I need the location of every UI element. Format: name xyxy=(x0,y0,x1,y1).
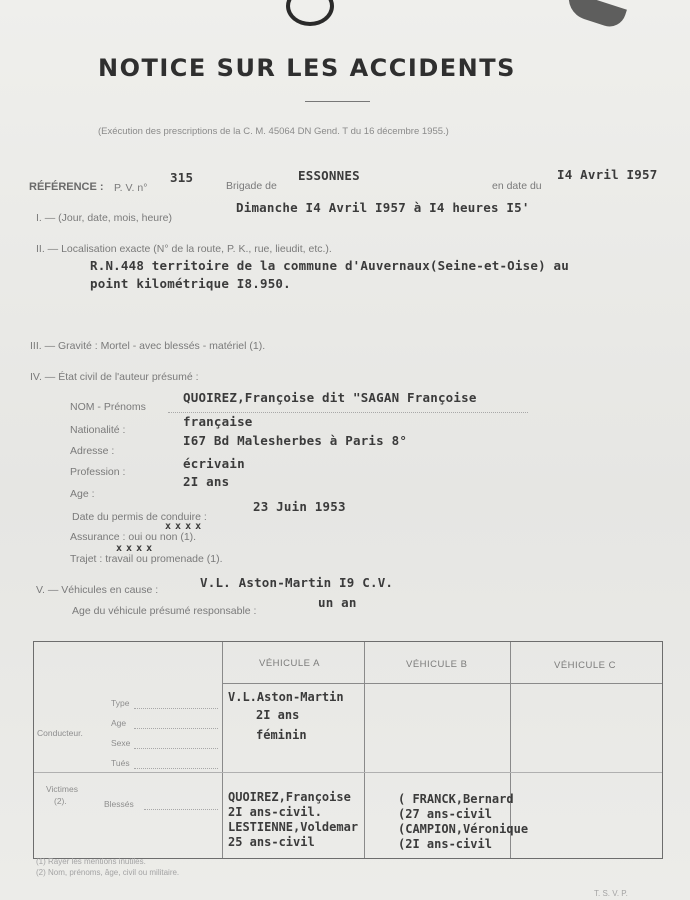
tues-line xyxy=(134,768,218,769)
vehicle-age-label: Age du véhicule présumé responsable : xyxy=(72,605,257,617)
section-2-label: II. — Localisation exacte (N° de la route, P. K., rue, lieudit, etc.). xyxy=(36,243,332,255)
blesses-b-line-2: (27 ans-civil xyxy=(398,807,492,821)
section-2-line-1: R.N.448 territoire de la commune d'Auvernaux(Seine-et-Oise) au xyxy=(90,258,569,273)
section-1-label: I. — (Jour, date, mois, heure) xyxy=(36,212,172,224)
title-underline xyxy=(305,101,370,102)
table-col-divider-1 xyxy=(222,642,223,858)
section-5-label: V. — Véhicules en cause : xyxy=(36,584,159,596)
type-line xyxy=(134,708,218,709)
table-header-divider xyxy=(222,683,662,684)
section-1-value: Dimanche I4 Avril I957 à I4 heures I5' xyxy=(236,200,530,215)
nom-value: QUOIREZ,Françoise dit "SAGAN Françoise xyxy=(183,390,477,405)
trajet-label: Trajet : travail ou promenade (1). xyxy=(70,553,223,565)
header-vehicle-c: VÉHICULE C xyxy=(554,660,617,671)
age-line xyxy=(134,728,218,729)
permis-value: 23 Juin 1953 xyxy=(253,499,346,514)
sexe-label: Sexe xyxy=(111,738,131,748)
date-value: I4 Avril I957 xyxy=(557,167,658,182)
footnote-2: (2) Nom, prénoms, âge, civil ou militaire. xyxy=(36,868,180,877)
nom-line xyxy=(168,412,528,413)
blesses-a-line-1: QUOIREZ,Françoise xyxy=(228,790,351,804)
tsvp-label: T. S. V. P. xyxy=(594,889,628,898)
profession-label: Profession : xyxy=(70,466,126,478)
section-4-label: IV. — État civil de l'auteur présumé : xyxy=(30,371,199,383)
blesses-a-line-2: 2I ans-civil. xyxy=(228,805,322,819)
age-value: 2I ans xyxy=(183,474,230,489)
header-vehicle-a: VÉHICULE A xyxy=(259,658,320,669)
vehicle-a-sexe: féminin xyxy=(256,728,307,742)
blesses-a-line-4: 25 ans-civil xyxy=(228,835,315,849)
conducteur-label: Conducteur. xyxy=(37,728,83,738)
vehicles-table xyxy=(33,641,663,859)
tues-label: Tués xyxy=(111,758,130,768)
assurance-strike: x x x x xyxy=(165,521,201,532)
date-label: en date du xyxy=(492,180,542,192)
brigade-value: ESSONNES xyxy=(298,168,360,183)
blesses-a-line-3: LESTIENNE,Voldemar xyxy=(228,820,359,834)
pv-value: 315 xyxy=(170,170,194,185)
ink-blot xyxy=(563,0,627,31)
blesses-b-line-3: (CAMPION,Véronique xyxy=(398,822,529,836)
page-subtitle: (Exécution des prescriptions de la C. M. 45064 DN Gend. T du 16 décembre 1955.) xyxy=(98,126,449,137)
table-col-divider-2 xyxy=(364,642,365,858)
victimes-label: Victimes xyxy=(46,784,78,794)
blesses-line xyxy=(144,809,218,810)
profession-value: écrivain xyxy=(183,456,245,471)
vehicules-value: V.L. Aston-Martin I9 C.V. xyxy=(200,575,394,590)
permis-label: Date du permis de conduire : xyxy=(72,511,207,523)
sexe-line xyxy=(134,748,218,749)
vehicle-age-value: un an xyxy=(318,595,357,610)
pv-label: P. V. n° xyxy=(114,182,148,194)
assurance-label: Assurance : oui ou non (1). xyxy=(70,531,197,543)
brigade-label: Brigade de xyxy=(226,180,277,192)
nationalite-value: française xyxy=(183,414,253,429)
nom-label: NOM - Prénoms xyxy=(70,401,146,413)
table-row-divider xyxy=(34,772,662,773)
section-2-line-2: point kilométrique I8.950. xyxy=(90,276,291,291)
adresse-value: I67 Bd Malesherbes à Paris 8° xyxy=(183,433,408,448)
header-vehicle-b: VÉHICULE B xyxy=(406,659,468,670)
type-label: Type xyxy=(111,698,130,708)
page-title: NOTICE SUR LES ACCIDENTS xyxy=(98,54,516,82)
section-3-label: III. — Gravité : Mortel - avec blessés - matériel (1). xyxy=(30,340,266,352)
blesses-b-line-1: ( FRANCK,Bernard xyxy=(398,792,514,806)
trajet-strike: x x x x xyxy=(116,543,152,554)
footnote-1: (1) Rayer les mentions inutiles. xyxy=(36,857,146,866)
reference-label: RÉFÉRENCE : xyxy=(29,181,104,193)
age-label: Age : xyxy=(70,488,95,500)
stamp-mark xyxy=(286,0,334,26)
nationalite-label: Nationalité : xyxy=(70,424,126,436)
victimes-note: (2). xyxy=(54,796,67,806)
age-row-label: Age xyxy=(111,718,127,728)
vehicle-a-age: 2I ans xyxy=(256,708,300,722)
blesses-b-line-4: (2I ans-civil xyxy=(398,837,492,851)
blesses-label: Blessés xyxy=(104,799,134,809)
vehicle-a-type: V.L.Aston-Martin xyxy=(228,690,344,704)
adresse-label: Adresse : xyxy=(70,445,115,457)
